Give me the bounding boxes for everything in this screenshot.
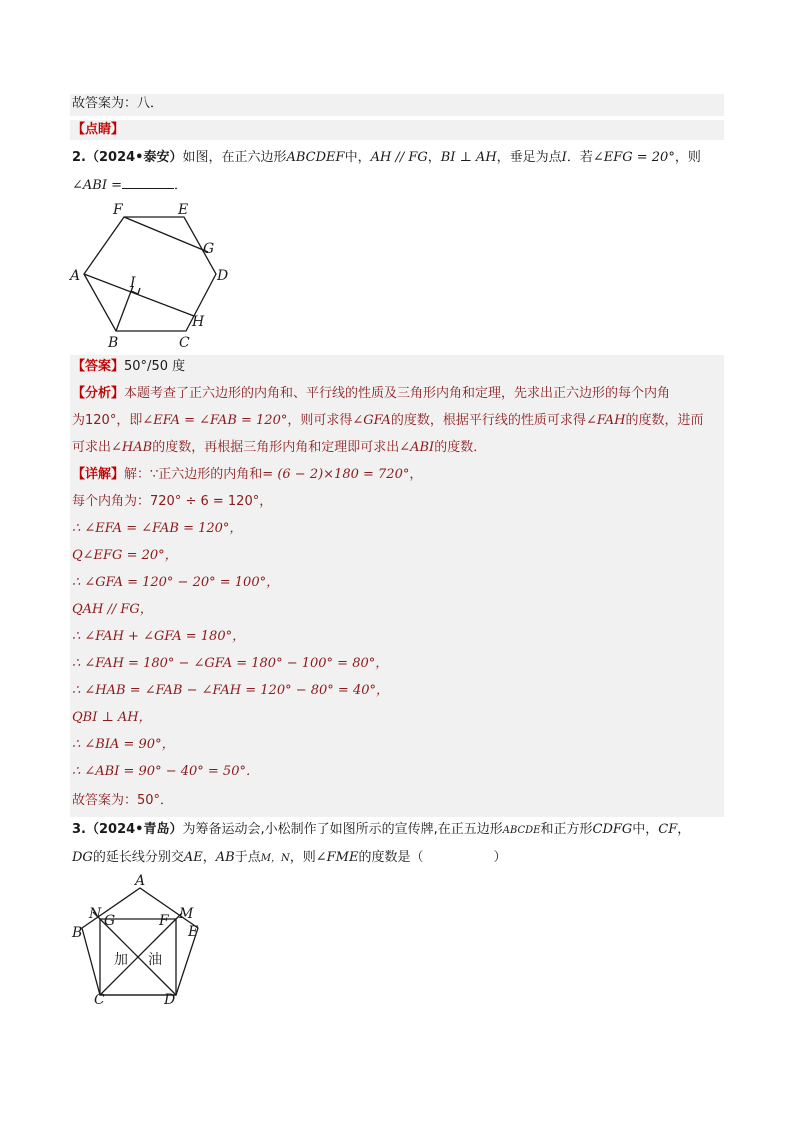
q3-stem-line2: DG的延长线分别交AE，AB于点M，N，则∠FME的度数是（ ） (72, 850, 507, 865)
q2-stem-line2: ∠ABI = ． (72, 178, 188, 193)
segment-BI (116, 286, 133, 331)
q1-comment-tag: 【点睛】 (72, 122, 125, 137)
label-N: N (89, 906, 102, 922)
label-I: I (130, 275, 136, 291)
answer-blank (122, 176, 174, 189)
q2-analysis-line1: 【分析】本题考查了正六边形的内角和、平行线的性质及三角形内角和定理，先求出正六边形的每个内角 (72, 386, 671, 401)
q2-step: QAH // FG， (72, 602, 153, 617)
q2-final-answer: 故答案为：50°． (72, 793, 174, 808)
label-E: E (188, 924, 199, 940)
label-B: B (72, 925, 83, 941)
q1-comment-band (70, 120, 724, 140)
label-D: D (217, 268, 229, 284)
segment-FG (124, 217, 208, 252)
label-D: D (164, 992, 176, 1008)
label-F: F (113, 202, 123, 218)
label-G: G (104, 913, 116, 929)
q2-step: ∴ ∠FAH + ∠GFA = 180°， (72, 629, 246, 644)
label-F: F (159, 913, 169, 929)
figure-text-you: 油 (148, 952, 162, 968)
label-A: A (70, 268, 81, 284)
q2-step: ∴ ∠ABI = 90° − 40° = 50°． (72, 764, 259, 779)
label-C: C (94, 992, 105, 1008)
label-B: B (108, 335, 119, 351)
q1-answer-band (70, 94, 724, 116)
q1-answer-line: 故答案为：八． (72, 96, 164, 111)
q2-step: Q∠EFG = 20°， (72, 548, 178, 563)
q2-detail-line1: 【详解】解：∵正六边形的内角和= (6 − 2)×180 = 720°， (72, 467, 423, 482)
q2-step: QBI ⊥ AH， (72, 710, 152, 725)
q3-stem-line1: 3.（2024•青岛）为筹备运动会,小松制作了如图所示的宣传牌,在正五边形ABCDE和正方形CDFG中，CF， (72, 822, 691, 837)
label-C: C (179, 335, 190, 351)
q2-step: ∴ ∠HAB = ∠FAB − ∠FAH = 120° − 80° = 40°， (72, 683, 389, 698)
q2-step: ∴ ∠GFA = 120° − 20° = 100°， (72, 575, 280, 590)
label-M: M (179, 906, 194, 922)
q2-analysis-line3: 可求出∠HAB的度数，再根据三角形内角和定理即可求出∠ABI的度数． (72, 440, 487, 455)
q2-step: ∴ ∠FAH = 180° − ∠GFA = 180° − 100° = 80°， (72, 656, 389, 671)
label-H: H (192, 314, 205, 330)
label-A: A (135, 873, 146, 889)
segment-AH (84, 274, 194, 316)
q2-step: ∴ ∠BIA = 90°， (72, 737, 175, 752)
label-E: E (178, 202, 189, 218)
q2-stem-line1: 2.（2024•泰安）如图，在正六边形ABCDEF中，AH // FG，BI ⊥ AH，垂足为点I．若∠EFG = 20°，则 (72, 150, 701, 165)
pentagon-figure (60, 870, 220, 1010)
q2-step: 每个内角为：720° ÷ 6 = 120°， (72, 494, 273, 509)
label-G: G (203, 241, 215, 257)
q2-analysis-line2: 为120°，即∠EFA = ∠FAB = 120°，则可求得∠GFA的度数，根据平行线的性质可求得∠FAH的度数，进而 (72, 413, 704, 428)
q2-step: ∴ ∠EFA = ∠FAB = 120°， (72, 521, 243, 536)
hexagon-figure (60, 195, 250, 355)
q2-answer: 【答案】50°/50 度 (72, 359, 186, 374)
figure-text-jia: 加 (114, 952, 128, 968)
